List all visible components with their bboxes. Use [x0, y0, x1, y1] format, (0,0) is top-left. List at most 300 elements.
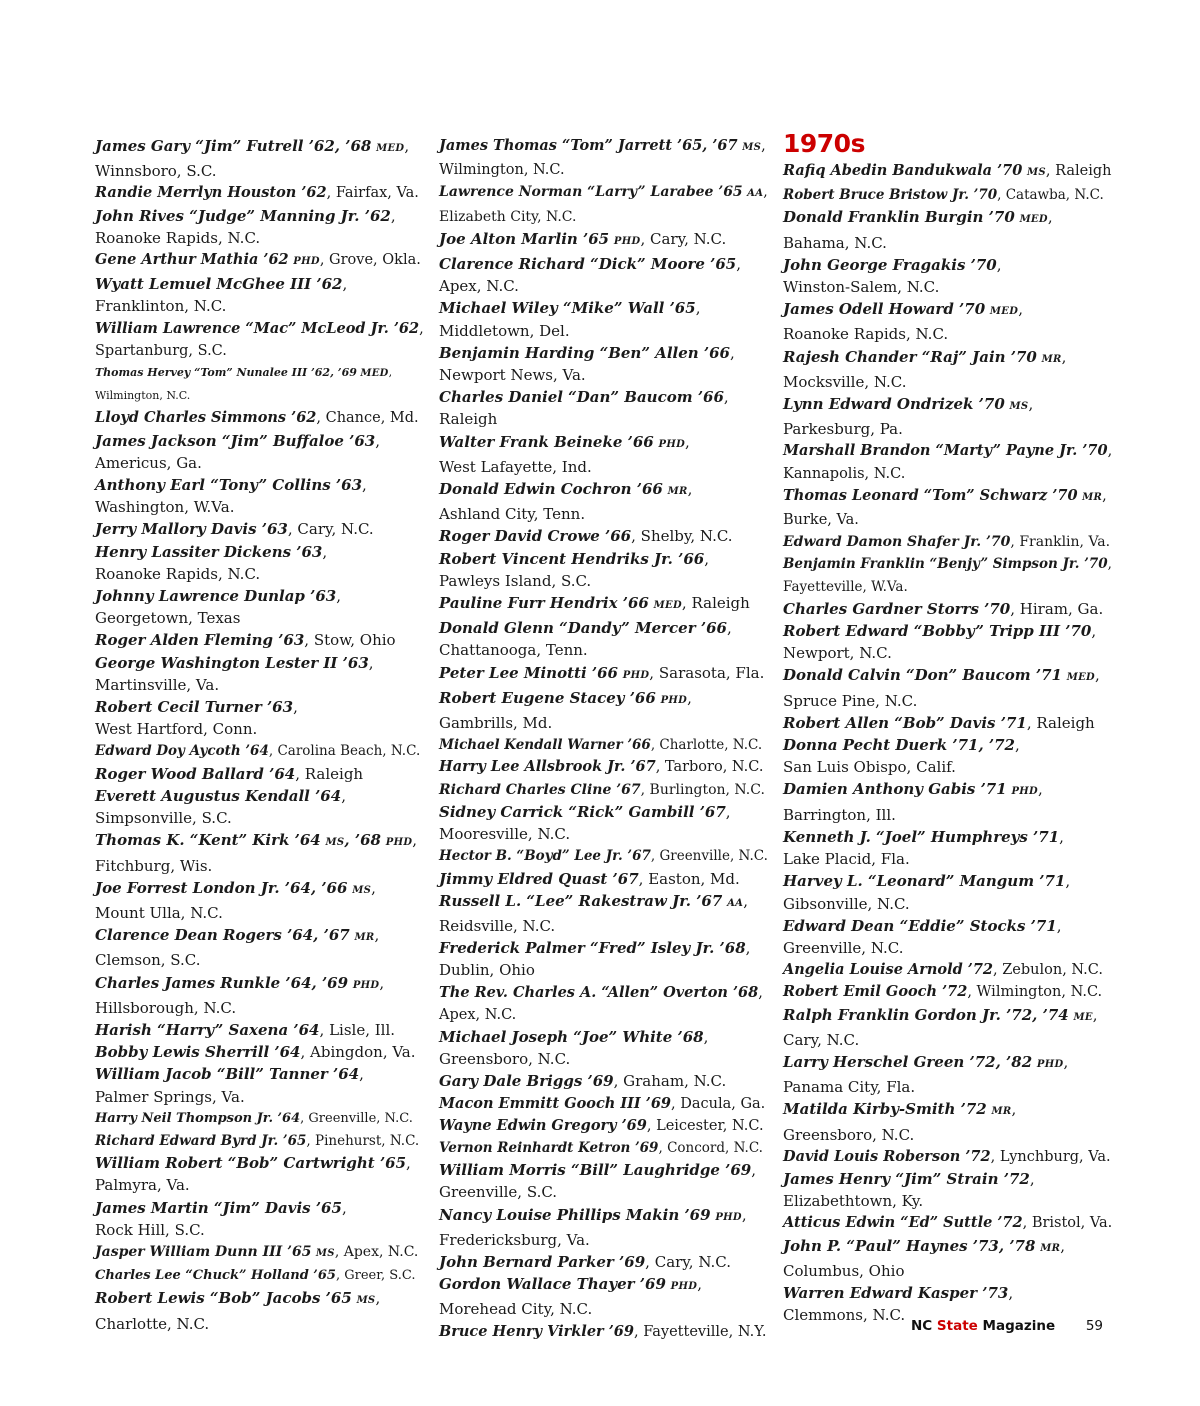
alumni-location: Elizabethtown, Ky. — [783, 1192, 924, 1211]
alumni-name: Donald Glenn “Dandy” Mercer ’66 — [439, 619, 727, 638]
alumni-entry — [439, 1204, 769, 1251]
alumni-entry — [95, 1063, 425, 1107]
degree-abbrev: MED — [1019, 214, 1048, 226]
alumni-entry — [95, 877, 425, 924]
degree-abbrev: MED — [653, 600, 682, 612]
degree-abbrev: PHD — [670, 1281, 698, 1293]
alumni-name: Robert Allen “Bob” Davis ’71 — [783, 713, 1027, 732]
alumni-location: Columbus, Ohio — [783, 1261, 905, 1280]
separator: , — [655, 759, 661, 776]
magazine-brand — [911, 1318, 1060, 1334]
alumni-location: Hillsborough, N.C. — [95, 998, 237, 1017]
alumni-location: Franklinton, N.C. — [95, 297, 227, 316]
alumni-entry — [439, 1115, 769, 1137]
separator: , — [997, 187, 1002, 204]
alumni-name: Donald Edwin Cochron ’66 — [439, 480, 663, 499]
alumni-location: Concord, N.C. — [667, 1139, 763, 1156]
alumni-entry — [783, 298, 1113, 345]
separator: , — [322, 542, 328, 561]
alumni-name: Clarence Richard “Dick” Moore ’65 — [439, 255, 737, 274]
separator: , — [304, 631, 310, 650]
separator: , — [763, 184, 768, 201]
alumni-location: Greensboro, N.C. — [783, 1125, 915, 1144]
alumni-entry — [95, 135, 425, 182]
alumni-location: Wilmington, N.C. — [976, 984, 1103, 1001]
alumni-entry — [439, 342, 769, 386]
alumni-location: Apex, N.C. — [439, 277, 519, 296]
alumni-location: Hiram, Ga. — [1019, 599, 1104, 618]
separator: , — [359, 1065, 364, 1084]
separator: , — [1107, 443, 1113, 460]
alumni-entry — [783, 826, 1113, 870]
alumni-name: William Lawrence “Mac” McLeod Jr. ’62 — [95, 319, 420, 337]
alumni-name: Michael Joseph “Joe” White ’68 — [439, 1027, 704, 1046]
alumni-location: Georgetown, Texas — [95, 609, 241, 628]
alumni-location: Newport News, Va. — [439, 366, 586, 385]
separator: , — [723, 388, 729, 407]
alumni-location: Bahama, N.C. — [783, 233, 887, 252]
alumni-location: Clemmons, N.C. — [783, 1306, 906, 1325]
separator: , — [1011, 1100, 1017, 1119]
separator: , — [390, 206, 396, 225]
alumni-name: Charles Gardner Storrs ’70 — [783, 599, 1011, 618]
separator: , — [300, 1110, 305, 1126]
alumni-location: Apex, N.C. — [439, 1006, 517, 1023]
alumni-entry — [439, 297, 769, 341]
alumni-name: Damien Anthony Gabis ’71 — [783, 780, 1007, 799]
alumni-entry — [439, 687, 769, 734]
alumni-location: Raleigh — [1036, 713, 1095, 732]
separator: , — [650, 848, 656, 865]
separator: , — [371, 878, 376, 897]
alumni-location: Fayetteville, N.Y. — [643, 1323, 767, 1340]
alumni-name: Charles James Runkle ’64, ’69 — [95, 973, 349, 992]
alumni-name: Charles Lee “Chuck” Holland ’65 — [95, 1268, 336, 1284]
alumni-entry — [783, 1004, 1113, 1051]
alumni-entry — [95, 629, 425, 651]
alumni-location: Barrington, Ill. — [783, 805, 896, 824]
alumni-name: Roger Alden Fleming ’63 — [95, 631, 305, 650]
separator: , — [726, 619, 732, 638]
separator: , — [758, 984, 763, 1001]
degree-abbrev: MS — [356, 1295, 376, 1307]
separator: , — [1059, 827, 1064, 846]
separator: , — [1022, 1215, 1028, 1232]
alumni-location: Rock Hill, S.C. — [95, 1220, 205, 1239]
separator: , — [996, 255, 1002, 274]
alumni-entry — [95, 1130, 425, 1152]
alumni-entry — [439, 228, 769, 253]
alumni-location: Roanoke Rapids, N.C. — [95, 228, 261, 247]
alumni-entry — [439, 253, 769, 297]
alumni-entry — [783, 206, 1113, 253]
alumni-entry — [439, 845, 769, 867]
separator: , — [729, 343, 735, 362]
separator: , — [342, 275, 348, 294]
alumni-location: Cary, N.C. — [654, 1252, 731, 1271]
column-1 — [95, 135, 425, 1335]
alumni-location: Leicester, N.C. — [656, 1117, 764, 1134]
alumni-entry — [439, 1321, 769, 1343]
alumni-name: Richard Charles Cline ’67 — [439, 781, 641, 798]
degree-abbrev: PHD — [715, 1211, 742, 1223]
alumni-entry — [95, 249, 425, 273]
alumni-entry — [439, 1137, 769, 1159]
alumni-location: Roanoke Rapids, N.C. — [783, 325, 949, 344]
alumni-location: Raleigh — [304, 764, 364, 783]
alumni-name: Benjamin Franklin “Benjy” Simpson Jr. ’70 — [783, 556, 1108, 573]
alumni-name: Robert Emil Gooch ’72 — [783, 983, 968, 1001]
separator: , — [268, 743, 274, 760]
alumni-name: Harry Neil Thompson Jr. ’64 — [95, 1110, 301, 1126]
alumni-name: Randie Merrlyn Houston ’62 — [95, 184, 327, 202]
separator: , — [640, 781, 646, 798]
alumni-name: Donna Pecht Duerk ’71, ’72 — [783, 736, 1015, 755]
alumni-name: James Gary “Jim” Futrell ’62, ’68 — [95, 137, 372, 155]
alumni-name: Atticus Edwin “Ed” Suttle ’72 — [783, 1214, 1023, 1232]
alumni-entry — [783, 712, 1113, 734]
separator: , — [685, 432, 690, 451]
degree-abbrev: MR — [991, 1106, 1012, 1118]
separator: , — [1029, 1169, 1035, 1188]
alumni-name: Macon Emmitt Gooch III ’69 — [439, 1094, 671, 1112]
alumni-entry — [439, 890, 769, 937]
degree-abbrev: MS — [1026, 167, 1046, 178]
alumni-entry — [95, 924, 425, 971]
alumni-name: Edward Dean “Eddie” Stocks ’71 — [783, 916, 1057, 935]
alumni-name: Jimmy Eldred Quast ’67 — [439, 869, 639, 888]
degree-abbrev: MS — [325, 837, 345, 849]
alumni-location: Lake Placid, Fla. — [783, 850, 910, 869]
alumni-entry — [439, 1070, 769, 1092]
alumni-entry — [95, 763, 425, 785]
alumni-name: William Morris “Bill” Laughridge ’69 — [439, 1161, 752, 1180]
alumni-entry — [439, 525, 769, 547]
separator: , — [300, 1043, 306, 1062]
separator: , — [671, 1095, 676, 1112]
separator: , — [379, 973, 385, 992]
separator: , — [1018, 300, 1023, 319]
separator: , — [335, 1268, 341, 1284]
degree-abbrev: ME — [1073, 1011, 1093, 1023]
separator: , — [1047, 208, 1053, 227]
alumni-entry — [783, 485, 1113, 531]
alumni-location: Mooresville, N.C. — [439, 825, 571, 844]
alumni-entry — [95, 541, 425, 585]
alumni-location: Fayetteville, W.Va. — [783, 578, 908, 595]
alumni-name: Russell L. “Lee” Rakestraw Jr. ’67 — [439, 891, 723, 910]
alumni-entry — [95, 362, 425, 407]
alumni-location: Newport, N.C. — [783, 644, 892, 663]
separator: , — [319, 252, 325, 269]
separator: , — [316, 410, 321, 427]
separator: , — [412, 831, 418, 850]
degree-abbrev: MR — [1040, 1242, 1061, 1254]
degree-abbrev: MS — [742, 142, 762, 153]
separator: , — [1102, 487, 1107, 504]
brand-magazine: Magazine — [982, 1318, 1056, 1334]
alumni-entry — [95, 518, 425, 540]
separator: , — [1107, 556, 1112, 573]
alumni-name: Gene Arthur Mathia ’62 — [95, 251, 289, 269]
degree-abbrev: PHD — [1036, 1058, 1064, 1070]
alumni-location: Graham, N.C. — [623, 1072, 727, 1091]
alumni-name: Lloyd Charles Simmons ’62 — [95, 409, 317, 427]
alumni-entry — [439, 662, 769, 687]
separator: , — [990, 1148, 996, 1165]
alumni-name: Warren Edward Kasper ’73 — [783, 1283, 1009, 1302]
separator: , — [326, 185, 332, 202]
alumni-name: Michael Wiley “Mike” Wall ’65 — [439, 299, 696, 318]
alumni-name: Henry Lassiter Dickens ’63 — [95, 542, 323, 561]
alumni-location: Spruce Pine, N.C. — [783, 691, 918, 710]
separator: , — [1045, 163, 1051, 179]
degree-abbrev: MED — [1066, 672, 1096, 684]
alumni-entry — [95, 407, 425, 429]
alumni-entry — [783, 959, 1113, 981]
alumni-location: Panama City, Fla. — [783, 1078, 916, 1097]
alumni-entry — [95, 1152, 425, 1196]
alumni-name: Harry Lee Allsbrook Jr. ’67 — [439, 758, 656, 776]
separator: , — [293, 698, 298, 717]
alumni-entry — [783, 440, 1113, 484]
alumni-entry — [439, 1251, 769, 1273]
alumni-entry — [783, 620, 1113, 664]
brand-nc: NC — [911, 1318, 933, 1334]
alumni-entry — [95, 182, 425, 204]
alumni-entry — [783, 1168, 1113, 1212]
alumni-location: Clemson, S.C. — [95, 951, 201, 970]
alumni-entry — [783, 734, 1113, 778]
separator: , — [295, 764, 300, 783]
alumni-name: Bruce Henry Virkler ’69 — [439, 1322, 634, 1340]
alumni-entry — [95, 273, 425, 317]
separator: , — [388, 366, 393, 380]
alumni-name: Robert Cecil Turner ’63 — [95, 698, 294, 717]
alumni-name: James Odell Howard ’70 — [783, 300, 986, 319]
alumni-location: Franklin, Va. — [1019, 534, 1111, 551]
alumni-location: Grove, Okla. — [329, 252, 421, 269]
alumni-location: Charlotte, N.C. — [659, 737, 763, 754]
alumni-entry — [439, 1159, 769, 1203]
alumni-entry — [95, 1241, 425, 1265]
alumni-location: Zebulon, N.C. — [1002, 962, 1103, 979]
alumni-location: Raleigh — [439, 410, 498, 429]
separator: , — [704, 549, 709, 568]
alumni-name: The Rev. Charles A. “Allen” Overton ’68 — [439, 983, 759, 1001]
alumni-name: Frederick Palmer “Fred” Isley Jr. ’68 — [439, 939, 746, 958]
alumni-location: Chattanooga, Tenn. — [439, 641, 588, 660]
alumni-entry — [783, 1212, 1113, 1234]
degree-abbrev: MS — [1009, 401, 1029, 413]
alumni-location: Shelby, N.C. — [640, 527, 733, 546]
alumni-name: James Henry “Jim” Strain ’72 — [783, 1169, 1030, 1188]
alumni-name: Michael Kendall Warner ’66 — [439, 737, 651, 754]
alumni-location: Winston-Salem, N.C. — [783, 278, 940, 297]
separator: , — [1026, 713, 1032, 732]
alumni-name: Harish “Harry” Saxena ’64 — [95, 1020, 320, 1039]
separator: , — [341, 786, 346, 805]
separator: , — [646, 1117, 652, 1134]
alumni-location: Pinehurst, N.C. — [314, 1132, 420, 1149]
separator: , — [681, 594, 687, 613]
alumni-name: John George Fragakis ’70 — [783, 255, 997, 274]
alumni-name: Edward Doy Aycoth ’64 — [95, 743, 269, 760]
alumni-location: Ashland City, Tenn. — [439, 505, 586, 524]
alumni-location: Dublin, Ohio — [439, 961, 535, 980]
alumni-entry — [439, 982, 769, 1026]
alumni-name: Wyatt Lemuel McGhee III ’62 — [95, 275, 343, 294]
alumni-location: Apex, N.C. — [343, 1243, 419, 1260]
alumni-location: Stow, Ohio — [313, 631, 396, 650]
alumni-name: Anthony Earl “Tony” Collins ’63 — [95, 476, 363, 495]
alumni-entry — [95, 829, 425, 876]
alumni-entry — [439, 734, 769, 756]
alumni-name: Joe Forrest London Jr. ’64, ’66 — [95, 878, 348, 897]
alumni-location: Fairfax, Va. — [335, 185, 419, 202]
alumni-entry — [439, 779, 769, 801]
degree-abbrev: PHD — [658, 438, 686, 450]
alumni-name: Angelia Louise Arnold ’72 — [783, 961, 993, 979]
alumni-location: Burke, Va. — [783, 512, 859, 529]
alumni-location: Reidsville, N.C. — [439, 916, 556, 935]
degree-abbrev: PHD — [622, 669, 650, 681]
alumni-entry — [439, 756, 769, 778]
separator: , — [1095, 666, 1100, 685]
alumni-location: Cary, N.C. — [650, 229, 727, 248]
separator: , — [725, 802, 731, 821]
alumni-name: Rafiq Abedin Bandukwala ’70 — [783, 162, 1023, 179]
degree-abbrev: AA — [747, 188, 764, 200]
alumni-location: Fredericksburg, Va. — [439, 1230, 590, 1249]
alumni-location: Morehead City, N.C. — [439, 1300, 593, 1319]
alumni-location: Gibsonville, N.C. — [783, 894, 910, 913]
alumni-name: Lawrence Norman “Larry” Larabee ’65 — [439, 184, 743, 201]
degree-abbrev: MS — [315, 1247, 335, 1259]
alumni-location: Raleigh — [1055, 163, 1112, 179]
separator: , — [761, 138, 766, 154]
alumni-name: Charles Daniel “Dan” Baucom ’66 — [439, 388, 724, 407]
separator: , — [306, 1132, 311, 1149]
alumni-entry — [783, 1098, 1113, 1145]
alumni-entry — [439, 431, 769, 478]
degree-abbrev: PHD — [660, 694, 688, 706]
degree-abbrev: PHD — [385, 837, 413, 849]
alumni-name: Roger Wood Ballard ’64 — [95, 764, 296, 783]
separator: , — [1008, 1283, 1014, 1302]
alumni-entry — [783, 393, 1113, 440]
alumni-location: Bristol, Va. — [1031, 1215, 1113, 1232]
alumni-location: West Hartford, Conn. — [95, 720, 258, 739]
degree-abbrev: AA — [727, 897, 744, 909]
alumni-entry — [439, 592, 769, 617]
alumni-entry — [783, 664, 1113, 711]
alumni-entry — [439, 135, 769, 181]
alumni-name: George Washington Lester II ’63 — [95, 653, 369, 672]
alumni-name: James Thomas “Tom” Jarrett ’65, ’67 — [439, 137, 738, 154]
alumni-entry — [95, 1041, 425, 1063]
alumni-location: Mocksville, N.C. — [783, 372, 907, 391]
alumni-name: Robert Vincent Hendriks Jr. ’66 — [439, 549, 705, 568]
column-3 — [783, 130, 1113, 1326]
separator: , — [1092, 1005, 1098, 1024]
separator: , — [1063, 1052, 1069, 1071]
alumni-entry — [95, 430, 425, 474]
alumni-name: John Rives “Judge” Manning Jr. ’62 — [95, 206, 391, 225]
degree-abbrev: PHD — [352, 979, 380, 991]
separator: , — [362, 476, 367, 495]
separator: , — [404, 137, 410, 155]
alumni-name: Robert Edward “Bobby” Tripp III ’70 — [783, 622, 1092, 641]
separator: , — [745, 939, 751, 958]
separator: , — [743, 891, 748, 910]
alumni-location: Wilmington, N.C. — [95, 389, 191, 403]
alumni-location: Lynchburg, Va. — [999, 1148, 1111, 1165]
alumni-location: Wilmington, N.C. — [439, 162, 565, 179]
alumni-location: Dacula, Ga. — [680, 1095, 766, 1112]
separator: , — [334, 1243, 340, 1260]
alumni-location: Greenville, N.C. — [659, 848, 768, 865]
alumni-name: John Bernard Parker ’69 — [439, 1252, 646, 1271]
alumni-name: Clarence Dean Rogers ’64, ’67 — [95, 926, 350, 945]
alumni-name: James Martin “Jim” Davis ’65 — [95, 1198, 342, 1217]
alumni-name: Joe Alton Marlin ’65 — [439, 229, 610, 248]
alumni-name: Bobby Lewis Sherrill ’64 — [95, 1043, 301, 1062]
alumni-location: Easton, Md. — [648, 869, 740, 888]
alumni-location: Elizabeth City, N.C. — [439, 208, 577, 225]
separator: , — [631, 527, 636, 546]
separator: , — [697, 1275, 702, 1294]
alumni-entry — [783, 778, 1113, 825]
alumni-name: Robert Lewis “Bob” Jacobs ’65 — [95, 1289, 352, 1308]
separator: , — [736, 255, 742, 274]
alumni-entry — [783, 254, 1113, 298]
degree-abbrev: PHD — [1011, 786, 1039, 798]
alumni-location: Greer, S.C. — [344, 1268, 416, 1284]
degree-abbrev: MED — [376, 143, 405, 154]
separator: , — [1061, 347, 1067, 366]
alumni-name: Thomas Hervey “Tom” Nunalee III ’62, ’69 — [95, 366, 357, 380]
alumni-location: Carolina Beach, N.C. — [277, 743, 421, 760]
alumni-name: David Louis Roberson ’72 — [783, 1147, 991, 1165]
alumni-entry — [95, 474, 425, 518]
alumni-entry — [95, 652, 425, 696]
alumni-name: Johnny Lawrence Dunlap ’63 — [95, 587, 337, 606]
alumni-location: Charlotte, N.C. — [95, 1314, 210, 1333]
alumni-entry — [783, 1051, 1113, 1098]
separator: , — [1010, 599, 1015, 618]
alumni-location: Greenville, N.C. — [783, 938, 904, 957]
alumni-location: Fitchburg, Wis. — [95, 856, 213, 875]
separator: , — [1060, 1236, 1065, 1255]
alumni-name: Hector B. “Boyd” Lee Jr. ’67 — [439, 848, 651, 865]
alumni-name: Matilda Kirby-Smith ’72 — [783, 1100, 987, 1119]
separator: , — [645, 1252, 650, 1271]
degree-abbrev: MR — [1082, 491, 1103, 503]
alumni-entry — [783, 598, 1113, 620]
degree-abbrev: MED — [360, 368, 389, 380]
alumni-name: John P. “Paul” Haynes ’73, ’78 — [783, 1236, 1036, 1255]
alumni-location: Roanoke Rapids, N.C. — [95, 564, 261, 583]
separator: , — [1038, 780, 1043, 799]
alumni-name: Pauline Furr Hendrix ’66 — [439, 594, 649, 613]
alumni-name: Gary Dale Briggs ’69 — [439, 1072, 614, 1091]
alumni-name: Wayne Edwin Gregory ’69 — [439, 1116, 647, 1134]
separator: , — [374, 926, 380, 945]
alumni-entry — [439, 548, 769, 592]
alumni-location: San Luis Obispo, Calif. — [783, 758, 956, 777]
alumni-name: Thomas Leonard “Tom” Schwarz ’70 — [783, 486, 1078, 504]
